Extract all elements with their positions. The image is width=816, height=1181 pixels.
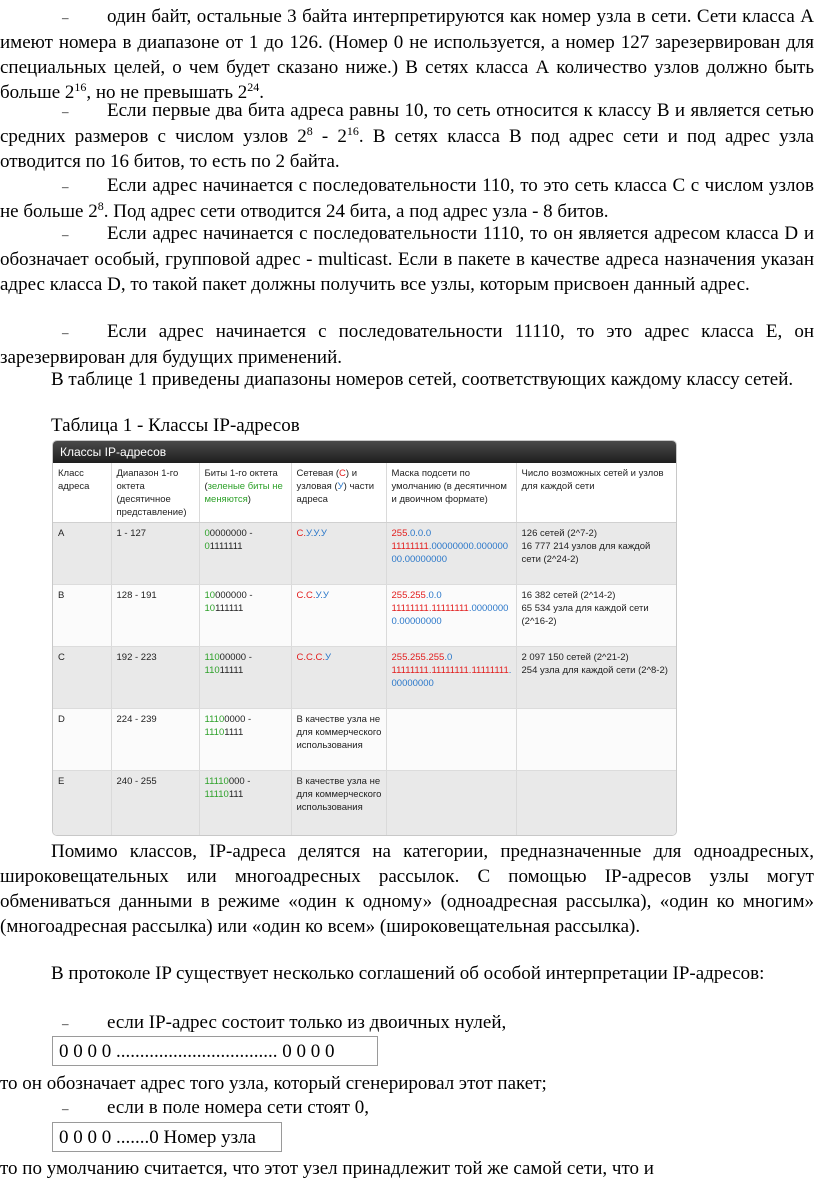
dash-marker: – xyxy=(62,227,69,242)
parts-cell: С.У.У.У xyxy=(291,523,386,585)
header-mask: Маска подсети по умолчанию (в десятичном и двоичном формате) xyxy=(386,463,516,523)
header-count: Число возможных сетей и узлов для каждой сети xyxy=(516,463,676,523)
table-row xyxy=(53,709,676,771)
count-cell: 16 382 сетей (2^14-2) 65 534 узла для каждой сети (2^16-2) xyxy=(516,585,676,647)
dash-marker: – xyxy=(62,1016,69,1031)
bullet-zero-network: – если в поле номера сети стоят 0, xyxy=(0,1095,814,1121)
bullet-class-e: – Если адрес начинается с последовательности 11110, то это адрес класса Е, он зарезервирован для будущих применений. xyxy=(0,321,814,368)
header-class: Класс адреса xyxy=(53,463,111,523)
dash-marker: – xyxy=(62,104,69,119)
table-row xyxy=(53,523,676,585)
header-range: Диапазон 1-го октета (десятичное представление) xyxy=(111,463,199,523)
dash-marker: – xyxy=(62,325,69,340)
classes-grid xyxy=(53,463,676,836)
bits-cell: 11100000 - 11101111 xyxy=(199,709,291,771)
ip-classes-table xyxy=(52,440,677,836)
range-cell: 128 - 191 xyxy=(111,585,199,647)
bullet-class-b: – Если первые два бита адреса равны 10, то сеть относится к классу B и является сетью средних размеров с числом узлов $2^8 - 2^{16}$. В сетях класса В под адрес сети и под адрес узла отводится по 16 битов, то есть по 2 байта. xyxy=(0,100,814,172)
bits-cell: 11000000 - 11011111 xyxy=(199,647,291,709)
count-cell xyxy=(516,709,676,771)
class-cell: A xyxy=(53,523,111,585)
bits-cell: 10000000 - 10111111 xyxy=(199,585,291,647)
last-line: то по умолчанию считается, что этот узел принадлежит той же самой сети, что и xyxy=(0,1158,654,1179)
bits-cell: 00000000 - 01111111 xyxy=(199,523,291,585)
mask-cell: 255.0.0.0 11111111.00000000.00000000.00000000 xyxy=(386,523,516,585)
header-row xyxy=(53,463,676,523)
zero-network-box: 0 0 0 0 .......0 Номер узла xyxy=(52,1122,282,1152)
class-cell: D xyxy=(53,709,111,771)
dash-marker: – xyxy=(62,1101,69,1116)
mask-cell xyxy=(386,771,516,837)
parts-cell: В качестве узла не для коммерческого использования xyxy=(291,771,386,837)
class-cell: C xyxy=(53,647,111,709)
header-bits: Биты 1-го октета (зеленые биты не меняются) xyxy=(199,463,291,523)
intro-paragraph: В таблице 1 приведены диапазоны номеров сетей, соответствующих каждому классу сетей. xyxy=(51,369,794,390)
zero-address-meaning: то он обозначает адрес того узла, который сгенерировал этот пакет; xyxy=(0,1073,547,1094)
class-cell: B xyxy=(53,585,111,647)
dash-marker: – xyxy=(62,10,69,25)
special-paragraph: В протоколе IP существует несколько соглашений об особой интерпретации IP-адресов: xyxy=(51,963,765,984)
mask-cell xyxy=(386,709,516,771)
range-cell: 224 - 239 xyxy=(111,709,199,771)
header-parts: Сетевая (С) и узловая (У) части адреса xyxy=(291,463,386,523)
bullet-class-d: – Если адрес начинается с последовательности 1110, то он является адресом класса D и обозначает особый, групповой адрес - multicast. Если в пакете в качестве адреса назначения указан адрес класса D, то такой пакет должны получить все узлы, которым присвоен данный адрес. xyxy=(0,223,814,295)
bits-cell: 11110000 - 11110111 xyxy=(199,771,291,837)
bullet-class-a: – один байт, остальные 3 байта интерпретируются как номер узла в сети. Сети класса А имеют номера в диапазоне от 1 до 126. (Номер 0 не используется, а номер 127 зарезервирован для специальных целей, о чем будет сказано ниже.) В сетях класса А количество узлов должно быть больше $2^{16}$, но не превышать $2^{24}$. xyxy=(0,6,814,103)
table-row xyxy=(53,647,676,709)
count-cell xyxy=(516,771,676,837)
parts-cell: С.С.У.У xyxy=(291,585,386,647)
table-row xyxy=(53,771,676,837)
dash-marker: – xyxy=(62,179,69,194)
range-cell: 240 - 255 xyxy=(111,771,199,837)
categories-paragraph: Помимо классов, IP-адреса делятся на категории, предназначенные для одноадресных, широковещательных или многоадресных рассылок. С помощью IP-адресов узлы могут обмениваться данными в режиме «один к одному» (одноадресная рассылка), «один ко многим» (многоадресная рассылка) или «один ко всем» (широковещательная рассылка). xyxy=(0,841,814,937)
table-title: Классы IP-адресов xyxy=(53,441,676,463)
table-caption: Таблица 1 - Классы IP-адресов xyxy=(51,415,300,436)
count-cell: 2 097 150 сетей (2^21-2) 254 узла для каждой сети (2^8-2) xyxy=(516,647,676,709)
zero-address-box: 0 0 0 0 .................................. 0 0 0 0 xyxy=(52,1036,378,1066)
mask-cell: 255.255.0.0 11111111.11111111.00000000.00000000 xyxy=(386,585,516,647)
bullet-zero-address: – если IP-адрес состоит только из двоичных нулей, xyxy=(0,1010,814,1036)
parts-cell: В качестве узла не для коммерческого использования xyxy=(291,709,386,771)
bullet-class-c: – Если адрес начинается с последовательности 110, то это сеть класса С с числом узлов не больше $2^8$. Под адрес сети отводится 24 бита, а под адрес узла - 8 битов. xyxy=(0,175,814,222)
table-row xyxy=(53,585,676,647)
range-cell: 1 - 127 xyxy=(111,523,199,585)
class-cell: E xyxy=(53,771,111,837)
parts-cell: С.С.С.У xyxy=(291,647,386,709)
count-cell: 126 сетей (2^7-2) 16 777 214 узлов для каждой сети (2^24-2) xyxy=(516,523,676,585)
mask-cell: 255.255.255.0 11111111.11111111.11111111.00000000 xyxy=(386,647,516,709)
range-cell: 192 - 223 xyxy=(111,647,199,709)
